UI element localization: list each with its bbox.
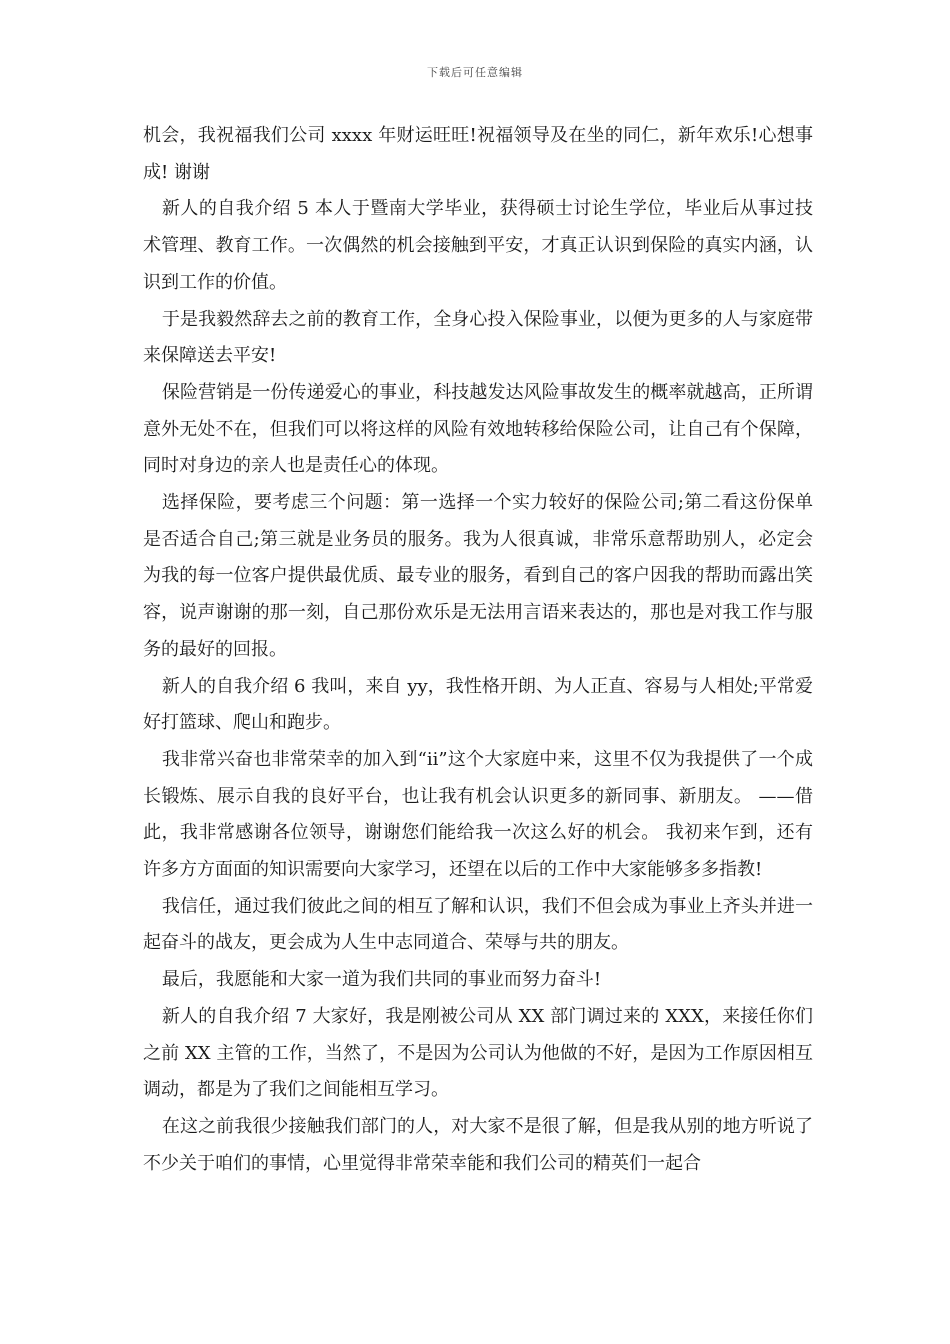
paragraph-8: 我信任，通过我们彼此之间的相互了解和认识，我们不但会成为事业上齐头并进一起奋斗的战友，更会成为人生中志同道合、荣辱与共的朋友。 bbox=[143, 895, 813, 954]
document-body bbox=[143, 118, 813, 1182]
paragraph-3: 于是我毅然辞去之前的教育工作，全身心投入保险事业，以便为更多的人与家庭带来保障送去平安! bbox=[143, 308, 813, 367]
paragraph-11: 在这之前我很少接触我们部门的人，对大家不是很了解，但是我从别的地方听说了不少关于咱们的事情，心里觉得非常荣幸能和我们公司的精英们一起合 bbox=[143, 1115, 813, 1174]
paragraph-7: 我非常兴奋也非常荣幸的加入到“ii”这个大家庭中来，这里不仅为我提供了一个成长锻炼、展示自我的良好平台，也让我有机会认识更多的新同事、新朋友。 ——借此，我非常感谢各位领导，谢谢您们能给我一次这么好的机会。 我初来乍到，还有许多方方面面的知识需要向大家学习，还望在以后的工作中大家能够多多指教! bbox=[143, 748, 813, 881]
paragraph-2: 新人的自我介绍 5 本人于暨南大学毕业，获得硕士讨论生学位，毕业后从事过技术管理、教育工作。一次偶然的机会接触到平安，才真正认识到保险的真实内涵，认识到工作的价值。 bbox=[143, 198, 813, 293]
paragraph-10: 新人的自我介绍 7 大家好，我是刚被公司从 XX 部门调过来的 XXX，来接任你们之前 XX 主管的工作，当然了，不是因为公司认为他做的不好，是因为工作原因相互调动，都是为了我们之间能相互学习。 bbox=[143, 1005, 813, 1101]
page-header-note: 下载后可任意编辑 bbox=[427, 66, 523, 79]
paragraph-6: 新人的自我介绍 6 我叫，来自 yy，我性格开朗、为人正直、容易与人相处;平常爱好打篮球、爬山和跑步。 bbox=[143, 675, 813, 734]
paragraph-5: 选择保险，要考虑三个问题：第一选择一个实力较好的保险公司;第二看这份保单是否适合自己;第三就是业务员的服务。我为人很真诚，非常乐意帮助别人，必定会为我的每一位客户提供最优质、最专业的服务，看到自己的客户因我的帮助而露出笑容，说声谢谢的那一刻，自己那份欢乐是无法用言语来表达的，那也是对我工作与服务的最好的回报。 bbox=[143, 492, 813, 660]
paragraph-9: 最后，我愿能和大家一道为我们共同的事业而努力奋斗! bbox=[161, 969, 602, 991]
paragraph-4: 保险营销是一份传递爱心的事业，科技越发达风险事故发生的概率就越高，正所谓意外无处不在，但我们可以将这样的风险有效地转移给保险公司，让自己有个保障，同时对身边的亲人也是责任心的体现。 bbox=[143, 381, 813, 477]
paragraph-1: 机会，我祝福我们公司 xxxx 年财运旺旺!祝福领导及在坐的同仁，新年欢乐!心想事成! 谢谢 bbox=[143, 125, 813, 183]
